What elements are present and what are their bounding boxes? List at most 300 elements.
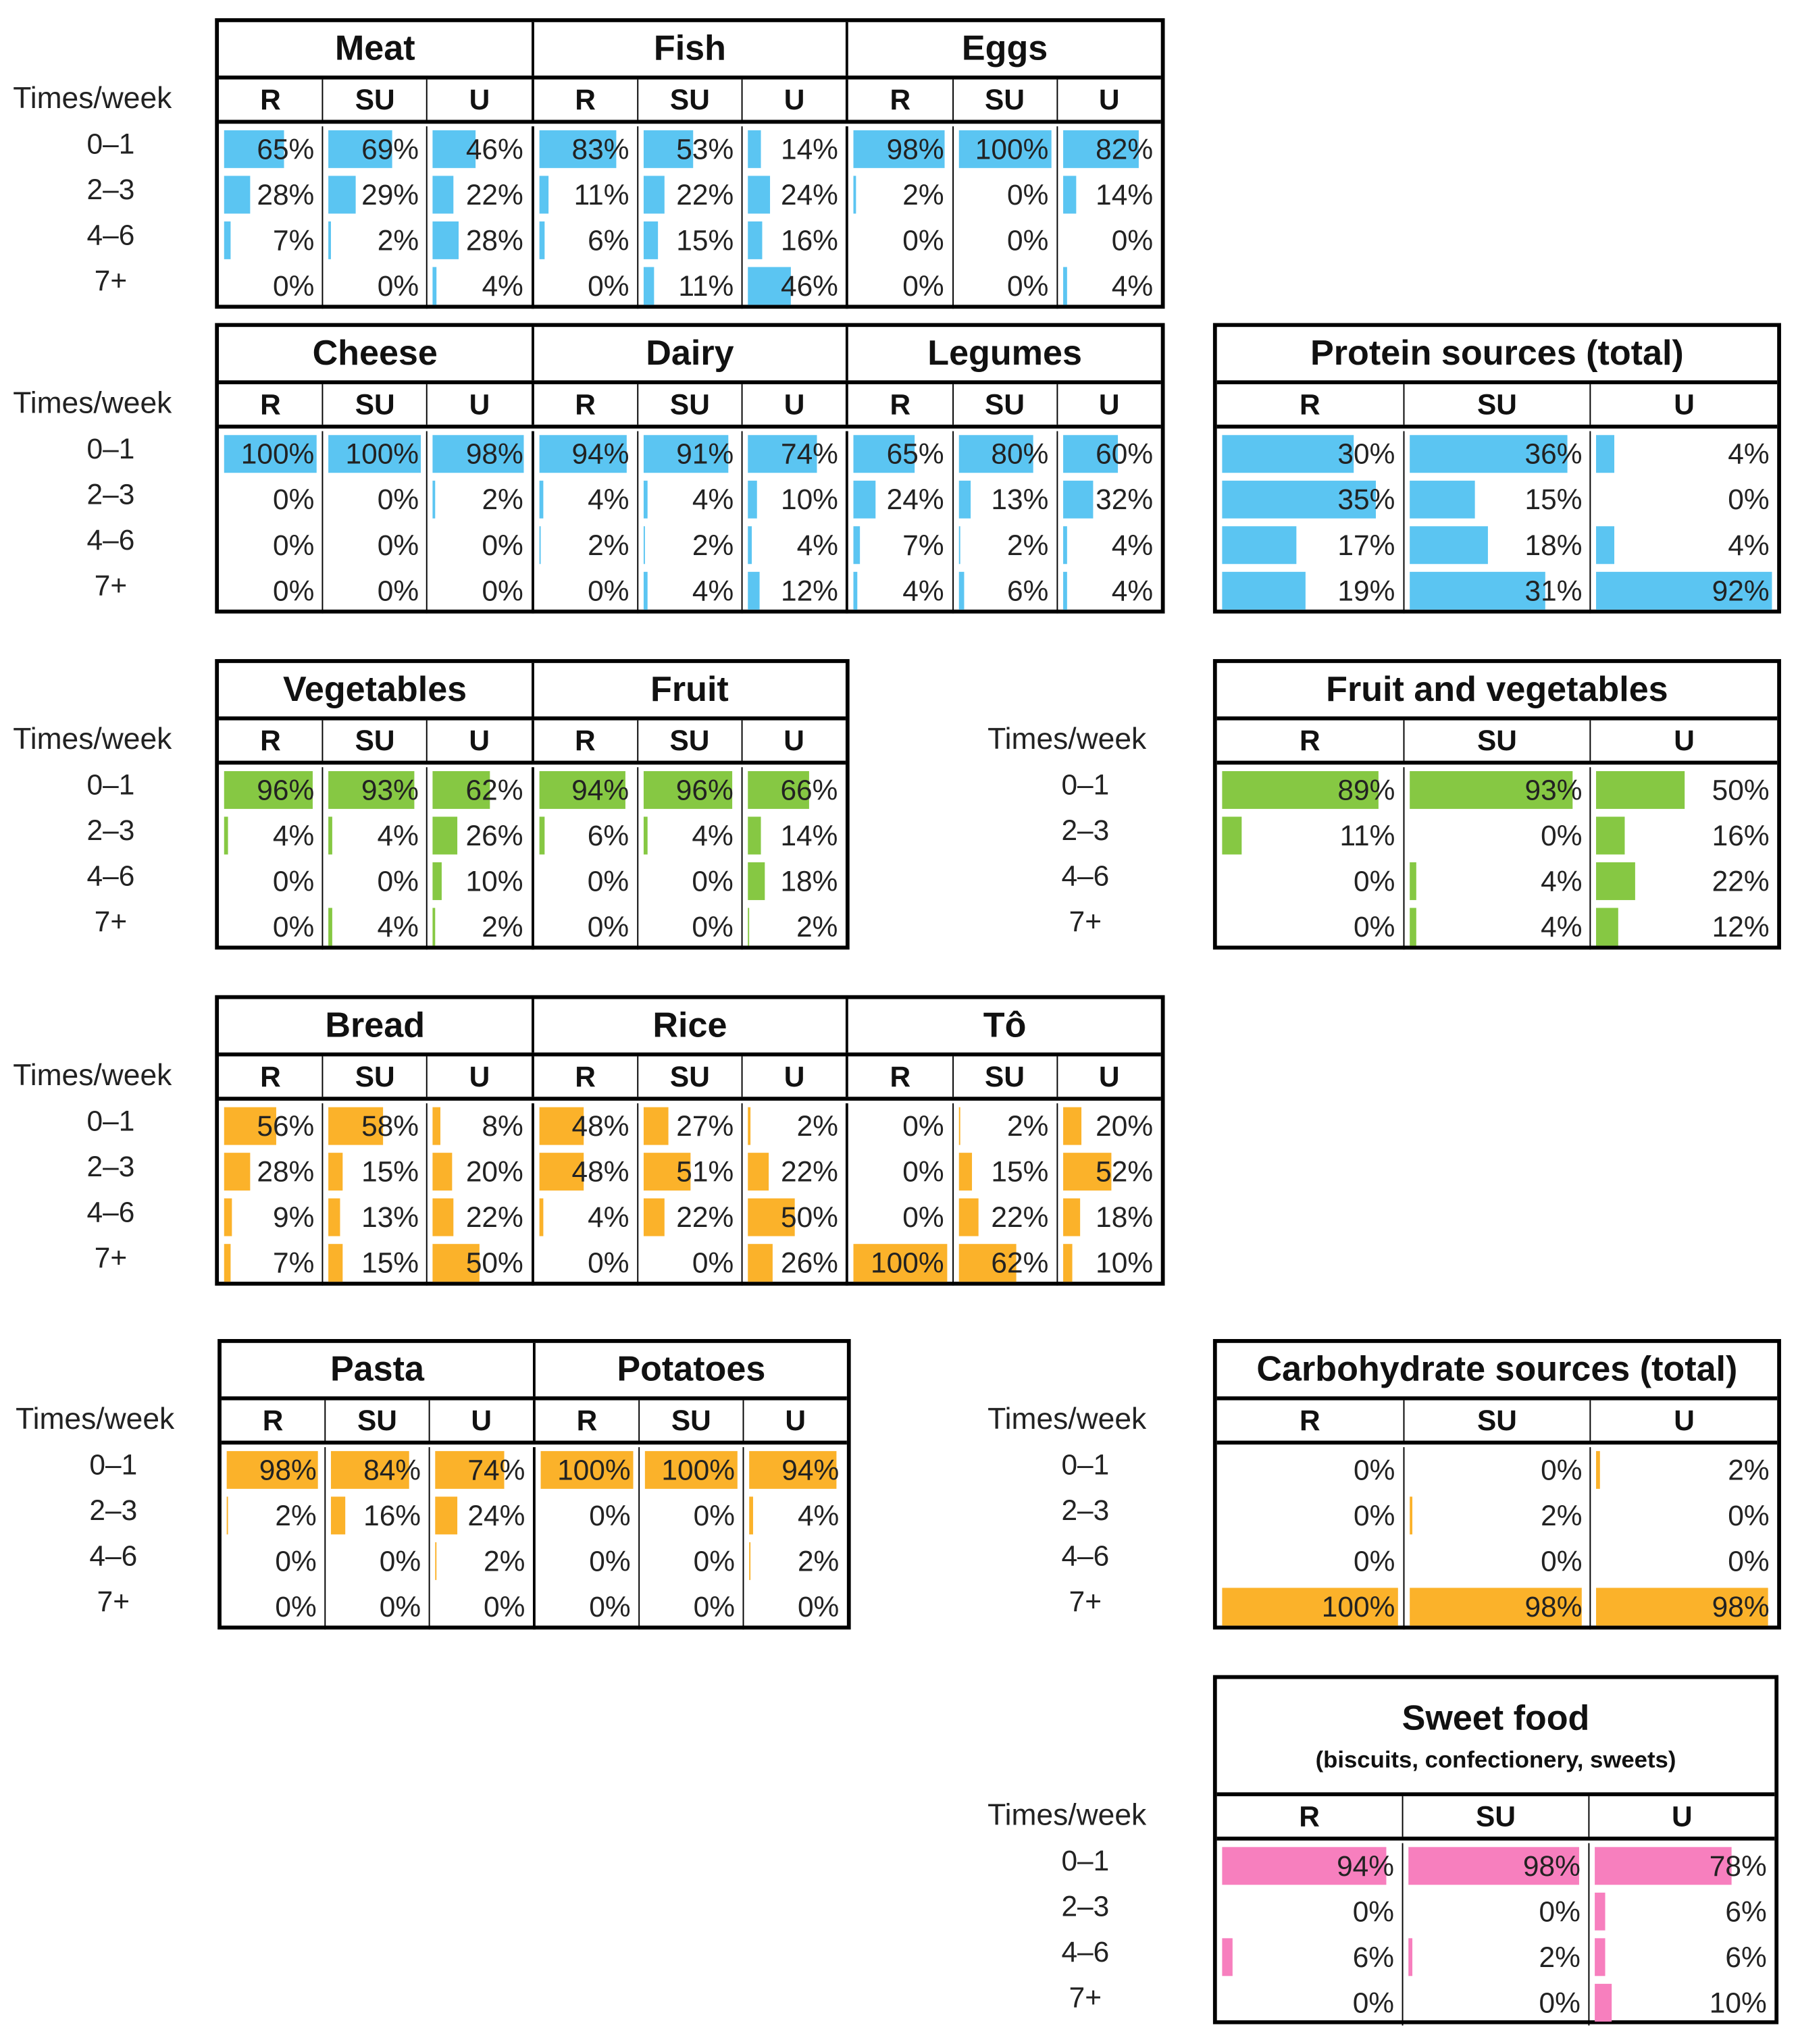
- column-header-u: U: [1590, 720, 1777, 761]
- cell-value: 0%: [693, 1498, 735, 1531]
- cell-value: 7%: [272, 223, 315, 257]
- row-label: 4–6: [1061, 860, 1110, 893]
- cell-value: 94%: [1337, 1849, 1395, 1882]
- column-header-row: [219, 720, 846, 765]
- column-header-r: R: [1299, 387, 1320, 421]
- data-cell: [1404, 904, 1590, 950]
- cell-value: 0%: [692, 864, 734, 897]
- data-cell: [1404, 1447, 1590, 1493]
- cell-value: 16%: [363, 1498, 421, 1531]
- times-week-label: Times/week: [987, 1401, 1147, 1436]
- cell-value: 100%: [240, 437, 315, 470]
- data-bar: [433, 862, 442, 900]
- column-header-r: R: [260, 387, 281, 421]
- data-cell: [534, 523, 637, 569]
- row-label: 7+: [1069, 1585, 1102, 1618]
- cell-value: 0%: [588, 269, 630, 302]
- data-cell: [743, 217, 846, 263]
- cell-value: 0%: [482, 528, 523, 561]
- cell-value: 24%: [780, 178, 838, 211]
- column-t-u: [1056, 1103, 1161, 1286]
- data-cell: [428, 431, 532, 477]
- cell-value: 0%: [379, 1544, 421, 1577]
- data-cell: [743, 431, 846, 477]
- cell-value: 0%: [589, 1498, 631, 1531]
- cell-value: 18%: [1096, 1200, 1154, 1233]
- cell-value: 14%: [1096, 178, 1154, 211]
- cell-value: 0%: [1007, 178, 1049, 211]
- data-cell: [1217, 904, 1403, 950]
- cell-value: 0%: [482, 573, 523, 606]
- column-cheese-u: [427, 431, 532, 613]
- cell-value: 0%: [1353, 1452, 1395, 1486]
- data-cell: [428, 126, 532, 172]
- data-cell: [638, 126, 742, 172]
- data-bar: [1063, 267, 1067, 305]
- cell-value: 0%: [275, 1544, 317, 1577]
- row-label: 4–6: [86, 523, 135, 556]
- row-label: 7+: [94, 905, 128, 938]
- row-label: 0–1: [86, 1104, 135, 1138]
- group-title-rice: [531, 999, 846, 1053]
- data-cell: [1058, 263, 1161, 309]
- data-cell: [428, 1195, 532, 1240]
- column-header-row: [1217, 1796, 1775, 1841]
- data-bar: [227, 1496, 229, 1534]
- data-bar: [435, 1542, 437, 1580]
- data-cell: [1591, 523, 1777, 569]
- row-label: 4–6: [86, 1195, 135, 1229]
- column-header-su: SU: [322, 1056, 427, 1097]
- column-header-u: U: [1056, 384, 1161, 425]
- data-cell: [430, 1493, 533, 1539]
- data-cell: [1591, 1493, 1777, 1539]
- data-bar: [748, 1107, 750, 1145]
- cell-value: 11%: [678, 269, 734, 302]
- data-cell: [953, 1195, 1056, 1240]
- column-fish-su: [637, 126, 742, 309]
- data-bar: [1597, 526, 1614, 564]
- data-cell: [219, 1149, 322, 1195]
- column-header-r: R: [531, 720, 637, 761]
- data-bar: [1222, 435, 1354, 473]
- cell-value: 98%: [886, 132, 944, 165]
- cell-value: 0%: [902, 223, 944, 257]
- data-cell: [1404, 1584, 1590, 1630]
- data-bar: [1595, 1938, 1605, 1976]
- cell-value: 2%: [377, 223, 419, 257]
- column-header-row: [219, 1056, 1161, 1101]
- cell-value: 0%: [1352, 1985, 1395, 2018]
- column-dairy-r: [531, 431, 637, 613]
- data-cell: [640, 1493, 742, 1539]
- cell-value: 2%: [275, 1498, 317, 1531]
- data-cell: [953, 126, 1056, 172]
- column-header-u: U: [1590, 384, 1777, 425]
- cell-value: 0%: [902, 269, 944, 302]
- cell-value: 4%: [692, 482, 734, 515]
- data-cell: [1058, 172, 1161, 218]
- cell-value: 65%: [886, 437, 944, 470]
- data-cell: [848, 1149, 952, 1195]
- data-bar: [958, 1107, 960, 1145]
- cell-value: 100%: [1321, 1590, 1395, 1623]
- column-header-r: R: [533, 1400, 638, 1441]
- data-cell: [953, 431, 1056, 477]
- table-body: [1217, 429, 1777, 614]
- column-dairy-su: [637, 431, 742, 613]
- row-label: 0–1: [89, 1448, 138, 1482]
- group-title-row: [219, 22, 1161, 80]
- data-bar: [433, 481, 435, 519]
- cell-value: 2%: [1007, 1109, 1049, 1142]
- cell-value: 2%: [902, 178, 944, 211]
- data-cell: [1591, 1538, 1777, 1584]
- cell-value: 4%: [692, 573, 734, 606]
- group-title-text: Eggs: [961, 28, 1048, 68]
- table-body: [222, 1444, 847, 1629]
- cell-value: 0%: [1353, 864, 1395, 897]
- data-cell: [1217, 1889, 1402, 1935]
- cell-value: 98%: [1524, 1590, 1583, 1623]
- cell-value: 8%: [482, 1109, 523, 1142]
- row-label: 4–6: [1061, 1935, 1110, 1968]
- row-label: 4–6: [1061, 1540, 1110, 1573]
- data-cell: [428, 568, 532, 614]
- column-t-r: [846, 1103, 952, 1286]
- group-title-cheese: [219, 327, 531, 380]
- data-cell: [324, 858, 427, 904]
- column-header-u: U: [743, 1400, 847, 1441]
- data-cell: [1058, 1195, 1161, 1240]
- data-cell: [1591, 858, 1777, 904]
- row-label: 7+: [1069, 1981, 1102, 2014]
- column-header-r: R: [262, 1403, 284, 1436]
- data-bar: [854, 481, 876, 519]
- cell-value: 94%: [571, 437, 630, 470]
- cell-value: 15%: [676, 223, 734, 257]
- cell-value: 100%: [871, 1246, 944, 1279]
- column-pasta-su: [324, 1447, 428, 1629]
- column-protein-sources-total-su: [1403, 431, 1590, 613]
- table-cheese-dairy-legumes: [215, 323, 1164, 613]
- row-label: 2–3: [89, 1494, 138, 1527]
- cell-value: 28%: [257, 1155, 315, 1188]
- data-cell: [219, 431, 322, 477]
- data-cell: [742, 813, 846, 859]
- column-header-su: SU: [322, 384, 427, 425]
- data-cell: [534, 217, 637, 263]
- data-bar: [748, 572, 759, 610]
- data-cell: [219, 858, 322, 904]
- cell-value: 30%: [1337, 437, 1395, 470]
- column-header-r: R: [846, 1056, 952, 1097]
- column-header-row: [222, 1400, 847, 1445]
- table-body: [219, 124, 1161, 309]
- data-bar: [1597, 1451, 1600, 1489]
- data-cell: [1404, 523, 1590, 569]
- data-bar: [329, 1244, 343, 1282]
- cell-value: 4%: [377, 910, 419, 943]
- data-bar: [1063, 1244, 1073, 1282]
- row-label: 2–3: [86, 173, 135, 206]
- data-cell: [222, 1538, 324, 1584]
- data-cell: [324, 523, 427, 569]
- data-cell: [742, 904, 846, 950]
- data-bar: [958, 481, 971, 519]
- cell-value: 11%: [573, 178, 630, 211]
- group-title-text: Carbohydrate sources (total): [1256, 1349, 1738, 1389]
- data-bar: [224, 1244, 231, 1282]
- cell-value: 0%: [377, 573, 419, 606]
- data-bar: [748, 862, 765, 900]
- data-cell: [640, 1538, 742, 1584]
- data-bar: [1063, 1199, 1080, 1236]
- data-bar: [1410, 526, 1489, 564]
- cell-value: 6%: [1725, 1894, 1767, 1927]
- data-cell: [324, 217, 427, 263]
- data-cell: [848, 1240, 952, 1286]
- group-title-row: [219, 327, 1161, 384]
- cell-value: 4%: [1541, 864, 1583, 897]
- row-label: 0–1: [86, 768, 135, 802]
- data-cell: [638, 172, 742, 218]
- data-cell: [534, 431, 637, 477]
- data-bar: [329, 176, 356, 213]
- cell-value: 0%: [589, 1544, 631, 1577]
- cell-value: 94%: [571, 772, 630, 806]
- column-header-u: U: [741, 720, 846, 761]
- cell-value: 46%: [780, 269, 838, 302]
- row-label: 7+: [94, 264, 128, 297]
- row-label: 0–1: [1061, 768, 1110, 802]
- data-bar: [1595, 1984, 1612, 2022]
- cell-value: 83%: [571, 132, 630, 165]
- data-cell: [638, 523, 742, 569]
- data-cell: [1058, 217, 1161, 263]
- cell-value: 100%: [661, 1452, 735, 1486]
- data-cell: [430, 1584, 533, 1630]
- cell-value: 0%: [272, 573, 315, 606]
- data-cell: [534, 767, 637, 813]
- cell-value: 4%: [1111, 269, 1154, 302]
- cell-value: 0%: [902, 1200, 944, 1233]
- cell-value: 0%: [272, 482, 315, 515]
- column-protein-sources-total-r: [1217, 431, 1403, 613]
- column-header-u: U: [1056, 1056, 1161, 1097]
- data-bar: [1063, 572, 1067, 610]
- column-header-r: R: [531, 1056, 637, 1097]
- data-bar: [1410, 862, 1416, 900]
- data-cell: [326, 1447, 428, 1493]
- data-cell: [1591, 431, 1777, 477]
- column-header-row: [219, 80, 1161, 124]
- cell-value: 93%: [1524, 772, 1583, 806]
- cell-value: 96%: [257, 772, 315, 806]
- group-title-protein-sources-total: [1217, 327, 1777, 380]
- data-cell: [744, 1538, 846, 1584]
- cell-value: 78%: [1709, 1849, 1767, 1882]
- column-fruit-su: [637, 767, 742, 949]
- row-label: 4–6: [86, 219, 135, 252]
- cell-value: 2%: [1539, 1940, 1581, 1973]
- cell-value: 11%: [1339, 818, 1395, 851]
- data-bar: [644, 481, 647, 519]
- data-cell: [324, 263, 427, 309]
- cell-value: 65%: [257, 132, 315, 165]
- group-title-text: Fish: [653, 28, 726, 68]
- data-cell: [534, 1103, 637, 1149]
- group-title-text: Fruit: [650, 669, 729, 709]
- data-cell: [1217, 568, 1403, 614]
- cell-value: 0%: [692, 1246, 734, 1279]
- cell-value: 53%: [676, 132, 734, 165]
- column-header-r: R: [260, 82, 281, 115]
- row-label: 4–6: [86, 860, 135, 893]
- cell-value: 10%: [1096, 1246, 1154, 1279]
- cell-value: 12%: [780, 573, 838, 606]
- cell-value: 7%: [272, 1246, 315, 1279]
- data-bar: [433, 908, 435, 946]
- column-header-su: SU: [952, 1056, 1056, 1097]
- data-cell: [1058, 523, 1161, 569]
- cell-value: 62%: [465, 772, 523, 806]
- data-cell: [638, 767, 742, 813]
- data-cell: [743, 126, 846, 172]
- group-title-text: Dairy: [646, 333, 734, 373]
- cell-value: 98%: [259, 1452, 317, 1486]
- cell-value: 15%: [361, 1246, 419, 1279]
- group-title-vegetables: [219, 663, 531, 716]
- cell-value: 4%: [1541, 910, 1583, 943]
- data-bar: [224, 816, 228, 854]
- data-cell: [219, 1195, 322, 1240]
- column-header-su: SU: [952, 80, 1056, 120]
- cell-value: 22%: [465, 1200, 523, 1233]
- row-label: 2–3: [1061, 1494, 1110, 1527]
- cell-value: 58%: [361, 1109, 419, 1142]
- data-cell: [743, 523, 846, 569]
- data-bar: [644, 267, 654, 305]
- cell-value: 26%: [780, 1246, 838, 1279]
- group-title-fruit: [531, 663, 846, 716]
- data-cell: [1591, 568, 1777, 614]
- data-cell: [324, 431, 427, 477]
- times-week-label: Times/week: [16, 1401, 175, 1436]
- cell-value: 29%: [361, 178, 419, 211]
- data-cell: [743, 1103, 846, 1149]
- column-sweet-food-u: [1588, 1843, 1774, 2026]
- data-cell: [1217, 1493, 1403, 1539]
- column-header-su: SU: [638, 1400, 742, 1441]
- cell-value: 48%: [571, 1155, 630, 1188]
- times-week-label: Times/week: [13, 80, 172, 115]
- group-title-row: [219, 663, 846, 720]
- column-header-su: SU: [322, 80, 427, 120]
- column-fruit-r: [531, 767, 637, 949]
- data-cell: [219, 126, 322, 172]
- cell-value: 4%: [797, 1498, 840, 1531]
- cell-value: 22%: [780, 1155, 838, 1188]
- data-cell: [324, 126, 427, 172]
- cell-value: 2%: [482, 910, 523, 943]
- data-cell: [428, 172, 532, 218]
- data-bar: [1222, 816, 1241, 854]
- data-cell: [638, 1195, 742, 1240]
- cell-value: 91%: [676, 437, 734, 470]
- data-cell: [638, 431, 742, 477]
- data-bar: [1063, 526, 1067, 564]
- cell-value: 0%: [1007, 269, 1049, 302]
- data-bar: [749, 1542, 751, 1580]
- data-bar: [644, 572, 647, 610]
- cell-value: 27%: [676, 1109, 734, 1142]
- data-cell: [219, 523, 322, 569]
- cell-value: 4%: [902, 573, 944, 606]
- column-header-su: SU: [324, 1400, 428, 1441]
- data-bar: [539, 221, 544, 259]
- group-title-text: Potatoes: [617, 1349, 766, 1389]
- data-bar: [1410, 1496, 1413, 1534]
- table-protein-total: [1213, 323, 1781, 613]
- data-cell: [428, 767, 531, 813]
- data-bar: [643, 816, 646, 854]
- data-cell: [1058, 1149, 1161, 1195]
- data-bar: [331, 1496, 346, 1534]
- data-bar: [329, 221, 331, 259]
- group-title-row: [1217, 1679, 1775, 1796]
- data-cell: [953, 1240, 1056, 1286]
- column-eggs-r: [846, 126, 952, 309]
- cell-value: 0%: [377, 864, 419, 897]
- group-title-row: [1217, 1343, 1777, 1400]
- data-cell: [742, 858, 846, 904]
- column-header-r: R: [531, 80, 637, 120]
- cell-value: 2%: [797, 1544, 840, 1577]
- cell-value: 10%: [780, 482, 838, 515]
- row-label: 2–3: [1061, 1889, 1110, 1923]
- row-label: 0–1: [86, 432, 135, 465]
- cell-value: 2%: [1007, 528, 1049, 561]
- data-cell: [638, 904, 742, 950]
- table-sweet: [1213, 1675, 1778, 2024]
- data-bar: [433, 1199, 453, 1236]
- data-bar: [1597, 862, 1635, 900]
- group-title-carbohydrate-sources-total: [1217, 1343, 1777, 1396]
- row-label: 2–3: [86, 477, 135, 511]
- cell-value: 0%: [693, 1544, 735, 1577]
- data-cell: [638, 263, 742, 309]
- column-header-u: U: [426, 720, 531, 761]
- data-cell: [638, 568, 742, 614]
- cell-value: 0%: [588, 1246, 630, 1279]
- row-label: 0–1: [1061, 1448, 1110, 1482]
- data-bar: [433, 267, 436, 305]
- data-cell: [326, 1538, 428, 1584]
- cell-value: 66%: [780, 772, 838, 806]
- cell-value: 100%: [557, 1452, 631, 1486]
- data-cell: [1217, 858, 1403, 904]
- cell-value: 28%: [465, 223, 523, 257]
- data-cell: [640, 1447, 742, 1493]
- column-header-su: SU: [637, 80, 742, 120]
- data-bar: [748, 481, 757, 519]
- data-cell: [638, 477, 742, 523]
- cell-value: 80%: [991, 437, 1049, 470]
- cell-value: 50%: [1712, 772, 1770, 806]
- data-cell: [219, 477, 322, 523]
- column-meat-su: [322, 126, 427, 309]
